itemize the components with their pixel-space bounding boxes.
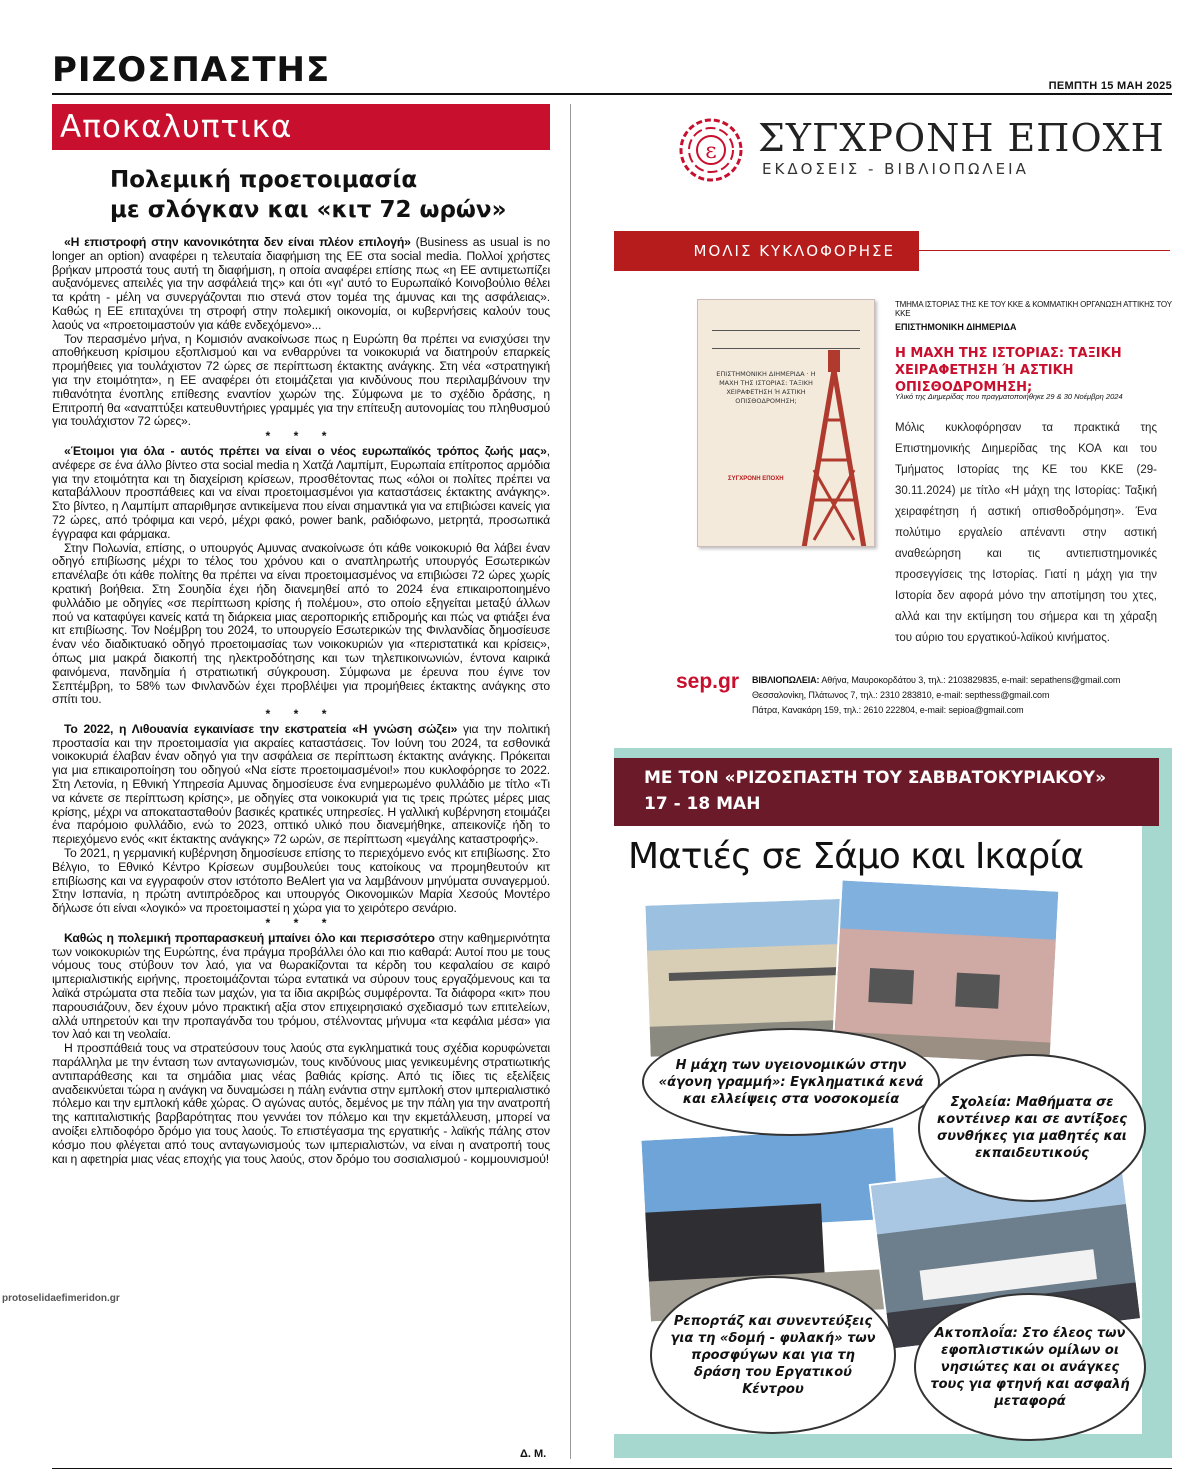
article-body <box>52 236 550 1166</box>
publisher-subtitle: ΕΚΔΟΣΕΙΣ - ΒΙΒΛΙΟΠΩΛΕΙΑ <box>762 160 1029 178</box>
promo-caption-refugees: Ρεπορτάζ και συνεντεύξεις για τη «δομή - φυλακή» των προσφύγων και για τη δράση του Εργατικού Κέντρου <box>650 1276 896 1434</box>
top-rule <box>52 93 1172 95</box>
bookstore-addresses <box>752 673 1120 718</box>
just-released-banner: ΜΟΛΙΣ ΚΥΚΛΟΦΟΡΗΣΕ <box>614 231 919 271</box>
book-cover <box>697 299 875 547</box>
bookstore-line: Πάτρα, Κανακάρη 159, τηλ.: 2610 222804, e-mail: sepioa@gmail.com <box>752 705 1024 715</box>
book-cover-publisher: ΣΥΓΧΡΟΝΗ ΕΠΟΧΗ <box>728 476 784 482</box>
article-paragraph: Το 2021, η γερμανική κυβέρνηση δημοσίευσε επίσης το περιεχόμενο ενός κιτ επιβίωσης. Στο Βέλγιο, το Εθνικό Κέντρο Κρίσεων συμβουλεύει τους κατοίκους να προμηθευτούν κιτ επιβίωσης και να εγγραφούν στον ιστότοπο BeAlert για να λαμβάνουν μηνύματα συναγερμού. Στην Ισπανία, η πρώτη αντιπρόεδρος και υπουργός Οικονομικών Μαρία Χεσούς Μοντέρο δήλωσε ότι είναι «λογικό» να προετοιμαστεί η χώρα για το χειρότερο σενάριο. <box>52 846 550 916</box>
article-signature: Δ. Μ. <box>520 1448 547 1460</box>
publisher-site-link[interactable]: sep.gr <box>676 670 740 693</box>
event-type: ΕΠΙΣΤΗΜΟΝΙΚΗ ΔΙΗΜΕΡΙΔΑ <box>895 322 1017 332</box>
bottom-rule <box>52 1468 1172 1469</box>
article-paragraph: Τον περασμένο μήνα, η Κομισιόν ανακοίνωσε πως η Ευρώπη θα πρέπει να ενισχύσει την αποθήκευση κρίσιμου εξοπλισμού και να ενθαρρύνει τα νοικοκυριά να διατηρούν επαρκείς προμήθειες για τουλάχιστον 72 ώρες σε περίπτωση έκτακτης ανάγκης. Στη νέα «στρατηγική για την ετοιμότητα», η ΕΕ αναφέρει ότι ετοιμάζεται για κινδύνους που περιλαμβάνουν την πιθανότητα ένοπλης επίθεσης εναντίον χωρών της. Σύμφωνα με το σχέδιο δράσης, η Επιτροπή θα «αναπτύξει κατευθυντήριες γραμμές για την επίτευξη αυτονομίας του πληθυσμού για τουλάχιστον 72 ώρες». <box>52 331 550 429</box>
issue-date: ΠΕΜΠΤΗ 15 ΜΑΗ 2025 <box>1048 80 1172 92</box>
article-paragraph: Καθώς η πολεμική προπαρασκευή μπαίνει όλο και περισσότερο στην καθημερινότητα των νοικοκυριών της Ευρώπης, ένα πράγμα προβάλλει όλο και πιο καθαρά: Αυτοί που με τους νόμους τους στύβουν τον λαό, για να θωρακίζονται τα κέρδη του κεφαλαίου σε καιρό ιμπεριαλιστικής ειρήνης, προετοιμάζονται τώρα εντατικά να σύρουν τους εργαζόμενους και τα λαϊκά στρώματα στα πεδία των μαχών, για τα ίδια ακριβώς συμφέροντα. Τα διάφορα «κιτ» που παρουσιάζουν, δεν έχουν μόνο πρακτική αξία στον επιχειρησιακό σχεδιασμό των επιτελείων, αλλά υπηρετούν και την προπαγάνδα του τρόμου, στέλνοντας μήνυμα «τα κεφάλια μέσα» για τον λαό και τη νεολαία. <box>52 930 551 1042</box>
column-divider <box>570 104 571 1459</box>
book-title: Η ΜΑΧΗ ΤΗΣ ΙΣΤΟΡΙΑΣ: ΤΑΞΙΚΗ ΧΕΙΡΑΦΕΤΗΣΗ Ή ΑΣΤΙΚΗ ΟΠΙΣΘΟΔΡΟΜΗΣΗ; <box>895 346 1122 395</box>
book-description: Μόλις κυκλοφόρησαν τα πρακτικά της Επιστημονικής Διημερίδας της ΚΟΑ και του Τμήματος Ιστορίας της ΚΕ του ΚΚΕ (29-30.11.2024) με τίτλο «Η μάχη της Ιστορίας: Ταξική χειραφέτηση ή αστική οπισθοδρόμηση». Ένα πολύτιμο εργαλείο απέναντι στην αστική αναθεώρηση και τις αντιεπιστημονικές προσεγγίσεις της Ιστορίας. Γιατί η μάχη για την Ιστορία δεν αφορά μόνο την αποτίμηση του χτες, αλλά και την εκτίμηση του σήμερα και τη χάραξη του αύριο του εργατικού-λαϊκού κινήματος. <box>895 422 1157 644</box>
section-separator: * * * <box>265 429 337 444</box>
promo-header-line-1: ΜΕ ΤΟΝ «ΡΙΖΟΣΠΑΣΤΗ ΤΟΥ ΣΑΒΒΑΤΟΚΥΡΙΑΚΟΥ» <box>644 768 1107 788</box>
promo-caption-schools: Σχολεία: Μαθήματα σε κοντέινερ και σε αντίξοες συνθήκες για μαθητές και εκπαιδευτικούς <box>918 1054 1146 1202</box>
section-label: Αποκαλυπτικα <box>52 104 550 150</box>
weekend-edition-promo <box>614 748 1172 1458</box>
bookstore-line: Θεσσαλονίκη, Πλάτωνος 7, τηλ.: 2310 283810, e-mail: septhess@gmail.com <box>752 690 1050 700</box>
cover-rule <box>712 348 860 349</box>
newspaper-logo: ΡΙΖΟΣΠΑΣΤΗΣ <box>52 50 331 90</box>
promo-caption-shipping: Ακτοπλοΐα: Στο έλεος των εφοπλιστικών ομίλων οι νησιώτες και οι ανάγκες τους για φτηνή και ασφαλή μεταφορά <box>914 1293 1146 1441</box>
bookstore-line: ΒΙΒΛΙΟΠΩΛΕΙΑ: Αθήνα, Μαυροκορδάτου 3, τηλ.: 2103829835, e-mail: sepathens@gmail.com <box>752 675 1121 685</box>
article-paragraph: «Έτοιμοι για όλα - αυτός πρέπει να είναι ο νέος ευρωπαϊκός τρόπος ζωής μας», ανέφερε σε ένα άλλο βίντεο στα social media η Χατζά Λαμπίμπ, Ευρωπαία επίτροπος αρμόδια για την ετοιμότητα και τη διαχείριση κρίσεων, προσθέτοντας πως «όλοι οι πολίτες πρέπει να καταβάλλουν προσπάθειες και να είναι προετοιμασμένοι για καταστάσεις έκτακτης ανάγκης». Στο βίντεο, η Λαμπίμπ απαριθμησε αντικείμενα που είναι σημαντικά για να επιβιώσει κανείς για 72 ώρες, από τρόφιμα και νερό, μέχρι φακό, power bank, ραδιόφωνο, μετρητά, προσωπικά έγγραφα και φάρμακα. <box>52 443 550 541</box>
book-cover-title: ΕΠΙΣΤΗΜΟΝΙΚΗ ΔΙΗΜΕΡΙΔΑ · Η ΜΑΧΗ ΤΗΣ ΙΣΤΟΡΙΑΣ: ΤΑΞΙΚΗ ΧΕΙΡΑΦΕΤΗΣΗ Ή ΑΣΤΙΚΗ ΟΠΙΣΘΟΔΡΟΜΗΣΗ; <box>716 370 816 405</box>
publisher-name: ΣΥΓΧΡΟΝΗ ΕΠΟΧΗ <box>758 116 1165 160</box>
promo-caption-health: Η μάχη των υγειονομικών στην «άγονη γραμμή»: Εγκληματικά κενά και ελλείψεις στα νοσοκομεία <box>642 1028 940 1136</box>
article-paragraph: Η προσπάθειά τους να στρατεύσουν τους λαούς στα εγκληματικά τους σχέδια κορυφώνεται παράλληλα με την ένταση των ανταγωνισμών, τους κινδύνους μιας γενικευμένης στρατιωτικής αντιπαράθεσης και τα σημάδια μιας νέας βαθιάς κρίσης. Από τις ίδιες τις εξελίξεις αναδεικνύεται τώρα η ανάγκη να δυναμώσει η πάλη ενάντια στην εμπλοκή στον ιμπεριαλιστικό πόλεμο και την εμπλοκή κάθε χώρας. Ο αγώνας αυτός, δεμένος με την πάλη για την ανατροπή της καπιταλιστικής βαρβαρότητας που γεννάει τον πόλεμο και την εκμετάλλευση, μπορεί να ανοίξει ελπιδοφόρο δρόμο για τους λαούς. Το επιστέγασμα της εργατικής - λαϊκής πάλης στον κόσμο που φλέγεται από τους ανταγωνισμούς των ιμπεριαλιστών, να είναι η ανατροπή τους και η αφετηρία μιας νέας εποχής για τους λαούς, στον δρόμο του σοσιαλισμού - κομμουνισμού! <box>52 1041 550 1166</box>
promo-title: Ματιές σε Σάμο και Ικαρία <box>628 836 1084 877</box>
section-separator: * * * <box>265 707 337 722</box>
book-note: Υλικό της Διημερίδας που πραγματοποιήθηκε 29 & 30 Νοέμβρη 2024 <box>895 392 1123 401</box>
article-paragraph: «Η επιστροφή στην κανονικότητα δεν είναι πλέον επιλογή» (Business as usual is no longer an option) αναφέρει η τελευταία διαφήμιση της ΕΕ στα social media. Πολλοί χρήστες βρήκαν μπροστά τους αυτή τη διαφήμιση, η οποία αναφέρει επίσης πως «η ΕΕ αντιμετωπίζει αυξανόμενες απειλές για την ασφάλειά της» και ότι «γι' αυτό το Ευρωπαϊκό Κοινοβούλιο θέλει τα κράτη - μέλη να συνεργάζονται πιο στενά στον τομέα της άμυνας και της ασφάλειας». Καθώς η ΕΕ επιταχύνει τη στροφή στην πολεμική οικονομία, οι κυβερνήσεις καλούν τους λαούς να «προετοιμαστούν για κάθε ενδεχόμενο»... <box>52 235 550 332</box>
headline-line-2: με σλόγκαν και «κιτ 72 ωρών» <box>110 197 507 223</box>
event-organizer: ΤΜΗΜΑ ΙΣΤΟΡΙΑΣ ΤΗΣ ΚΕ ΤΟΥ ΚΚΕ & ΚΟΜΜΑΤΙΚΗ ΟΡΓΑΝΩΣΗ ΑΤΤΙΚΗΣ ΤΟΥ ΚΚΕ <box>895 300 1172 318</box>
article-paragraph: Το 2022, η Λιθουανία εγκαινίασε την εκστρατεία «Η γνώση σώζει» για την πολιτική προστασία και την προετοιμασία για ακραίες καταστάσεις. Τον Ιούνη του 2024, τα εσθονικά νοικοκυριά έλαβαν έναν οδηγό για την ασφάλεια σε περίπτωση έκτακτης ανάγκης. Πρόκειται για μια επικαιροποίηση του οδηγού «Να είστε προετοιμασμένοι!» που κυκλοφόρησε το 2022. Στη Λετονία, η Εθνική Υπηρεσία Αμυνας δημοσίευσε ένα ενημερωμένο φυλλάδιο με τίτλο «Τι να κάνετε σε περίπτωση κρίσης», με οδηγίες στα νοικοκυριά για τις τρεις πρώτες μέρες μιας κρίσης, μέχρι να αποκατασταθούν βασικές κρατικές υπηρεσίες. Η γαλλική κυβέρνηση ετοιμάζει ένα παρόμοιο φυλλάδιο, ενώ το 2023, οπτικό υλικό που διανεμήθηκε, απεικονίζε ήδη το περιεχόμενο ενός «κιτ έκτακτης ανάγκης» 72 ωρών, σε περίπτωση «μεγάλης καταστροφής». <box>52 721 551 847</box>
cover-rule <box>712 330 860 331</box>
section-separator: * * * <box>265 916 337 931</box>
headline-line-1: Πολεμική προετοιμασία <box>110 167 418 193</box>
promo-header <box>614 758 1159 826</box>
svg-text:ε: ε <box>705 139 717 164</box>
publisher-logo-icon <box>676 115 746 185</box>
promo-header-line-2: 17 - 18 ΜΑΗ <box>644 794 761 814</box>
article-headline <box>110 165 550 225</box>
article-paragraph: Στην Πολωνία, επίσης, ο υπουργός Αμυνας ανακοίνωσε ότι κάθε νοικοκυριό θα λάβει έναν οδηγό επιβίωσης μέχρι το τέλος του χρόνου και ο αναπληρωτής υπουργός Εσωτερικών επανέλαβε ότι κάθε πολίτης θα πρέπει να είναι προετοιμασμένος να επιβιώσει 72 ώρες χωρίς κρατική βοήθεια. Στη Σουηδία έχει ήδη διανεμηθεί από το 2024 ένα επικαιροποιημένο φυλλάδιο με οδηγίες «σε περίπτωση κρίσης ή πολέμου», στο οποίο εξηγείται μεταξύ άλλων πού να καταφύγει κανείς κατά τη διάρκεια μιας αεροπορικής επιδρομής και πώς να φτιάξει ένα κιτ επιβίωσης. Τον Νοέμβρη του 2024, το υπουργείο Εσωτερικών της Φινλανδίας δημοσίευσε έναν νέο διαδικτυακό οδηγό προετοιμασίας των νοικοκυριών για «περιστατικά και κρίσεις», όπως μια μακρά διακοπή της ηλεκτροδότησης και των τηλεπικοινωνιών, έντονα καιρικά φαινόμενα, πανδημία ή στρατιωτική σύγκρουση. Σύμφωνα με έρευνα που έγινε τον Σεπτέμβρη, το 58% των Φινλανδών έχει προβλέψει για προμήθειες έκτακτης ανάγκης στο σπίτι του. <box>52 540 550 707</box>
watermark: protoselidaefimeridon.gr <box>2 1293 120 1304</box>
